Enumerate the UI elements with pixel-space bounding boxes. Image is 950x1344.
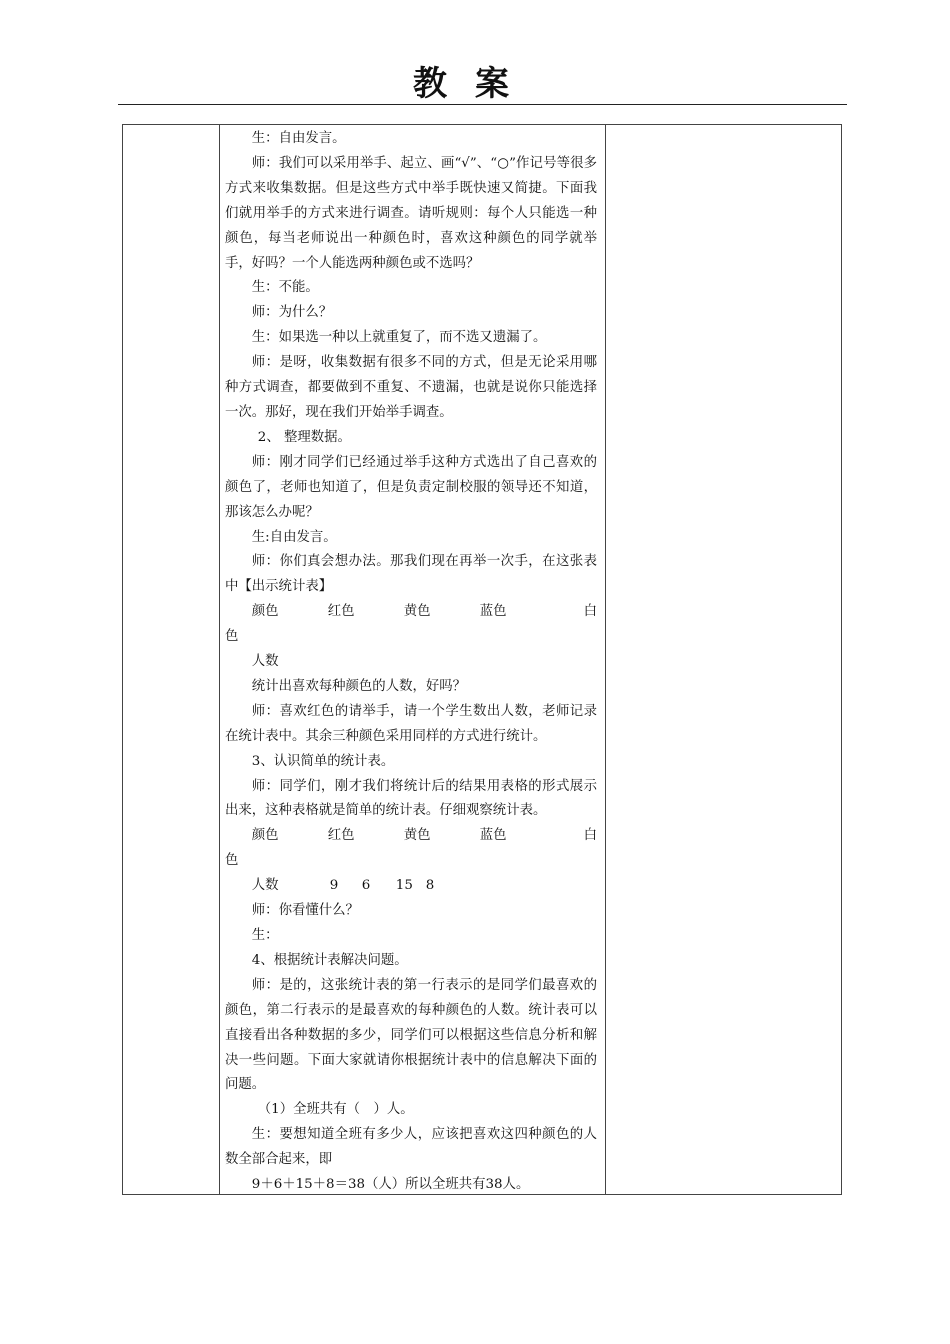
section-heading: 3、认识简单的统计表。 [251,753,395,769]
stats-table-blank [225,600,597,675]
paragraph: 师：同学们，刚才我们将统计后的结果用表格的形式展示出来，这种表格就是简单的统计表。仔细观察统计表。 [225,778,597,819]
lesson-table [122,124,842,1195]
lesson-content [225,127,597,1198]
right-column-cell [605,125,841,1194]
stats-header-wrap: 色 [225,853,239,869]
stats-count-cell: 6 [361,878,371,894]
paragraph: 统计出喜欢每种颜色的人数，好吗？ [251,678,467,694]
paragraph: 师：我们可以采用举手、起立、画“√”、“○”作记号等很多方式来收集数据。但是这些方式中举手既快速又简捷。下面我们就用举手的方式来进行调查。请听规则：每个人只能选一种颜色，每当老师说出一种颜色时，喜欢这种颜色的同学就举手，好吗？一个人能选两种颜色或不选吗？ [225,155,597,271]
stats-header-cell: 白 [583,604,597,620]
paragraph: 师：是的，这张统计表的第一行表示的是同学们最喜欢的颜色，第二行表示的是最喜欢的每种颜色的人数。统计表可以直接看出各种数据的多少，同学们可以根据这些信息分析和解决一些问题。下面大家就请你根据统计表中的信息解决下面的问题。 [225,977,597,1093]
stats-header-cell: 蓝色 [479,604,507,620]
stats-header-cell: 蓝色 [479,828,507,844]
paragraph: 生： [251,928,279,943]
stats-row-label: 人数 [251,654,279,670]
stats-header-cell: 黄色 [403,828,431,844]
stats-header-cell: 颜色 [251,828,279,844]
stats-count-cell: 15 [395,878,413,894]
content-column-cell [219,125,606,1194]
paragraph: 师：是呀，收集数据有很多不同的方式，但是无论采用哪种方式调查，都要做到不重复、不遗漏，也就是说你只能选择一次。那好，现在我们开始举手调查。 [225,355,597,420]
stats-header-wrap: 色 [225,629,239,645]
paragraph: 生：要想知道全班有多少人，应该把喜欢这四种颜色的人数全部合起来，即 [225,1127,597,1168]
paragraph: 师：喜欢红色的请举手，请一个学生数出人数，老师记录在统计表中。其余三种颜色采用同样的方式进行统计。 [225,703,597,744]
stats-header-cell: 颜色 [251,604,279,620]
section-heading: 2、 整理数据。 [257,429,351,445]
stats-count-row [225,874,597,899]
equation: 9＋6＋15＋8＝38（人）所以全班共有38人。 [251,1177,530,1193]
stats-header-cell: 白 [583,828,597,844]
paragraph: 生：不能。 [251,280,319,296]
stats-count-cell: 8 [425,878,435,894]
paragraph: 生：自由发言。 [251,131,346,146]
paragraph: 师：你们真会想办法。那我们现在再举一次手，在这张表中【出示统计表】 [225,554,597,595]
title-underline [118,104,847,105]
question: （1）全班共有（ ）人。 [257,1102,414,1118]
paragraph: 师：刚才同学们已经通过举手这种方式选出了自己喜欢的颜色了，老师也知道了，但是负责定制校服的领导还不知道，那该怎么办呢？ [225,454,597,520]
paragraph: 生：如果选一种以上就重复了，而不选又遗漏了。 [251,330,547,346]
stats-row-label: 人数 [251,878,279,894]
stats-header-cell: 红色 [327,828,355,844]
page-title: 教案 [413,64,537,104]
stats-table-filled [225,824,597,899]
stats-count-cell: 9 [329,878,339,894]
section-heading: 4、根据统计表解决问题。 [251,952,408,968]
left-column-cell [123,125,220,1194]
paragraph: 生:自由发言。 [251,529,337,545]
stats-header-row [225,824,597,849]
stats-header-cell: 红色 [327,604,355,620]
paragraph: 师：为什么？ [251,305,333,321]
paragraph: 师：你看懂什么？ [251,903,359,919]
stats-header-row [225,600,597,625]
stats-header-cell: 黄色 [403,604,431,620]
stats-count-row [225,650,597,675]
